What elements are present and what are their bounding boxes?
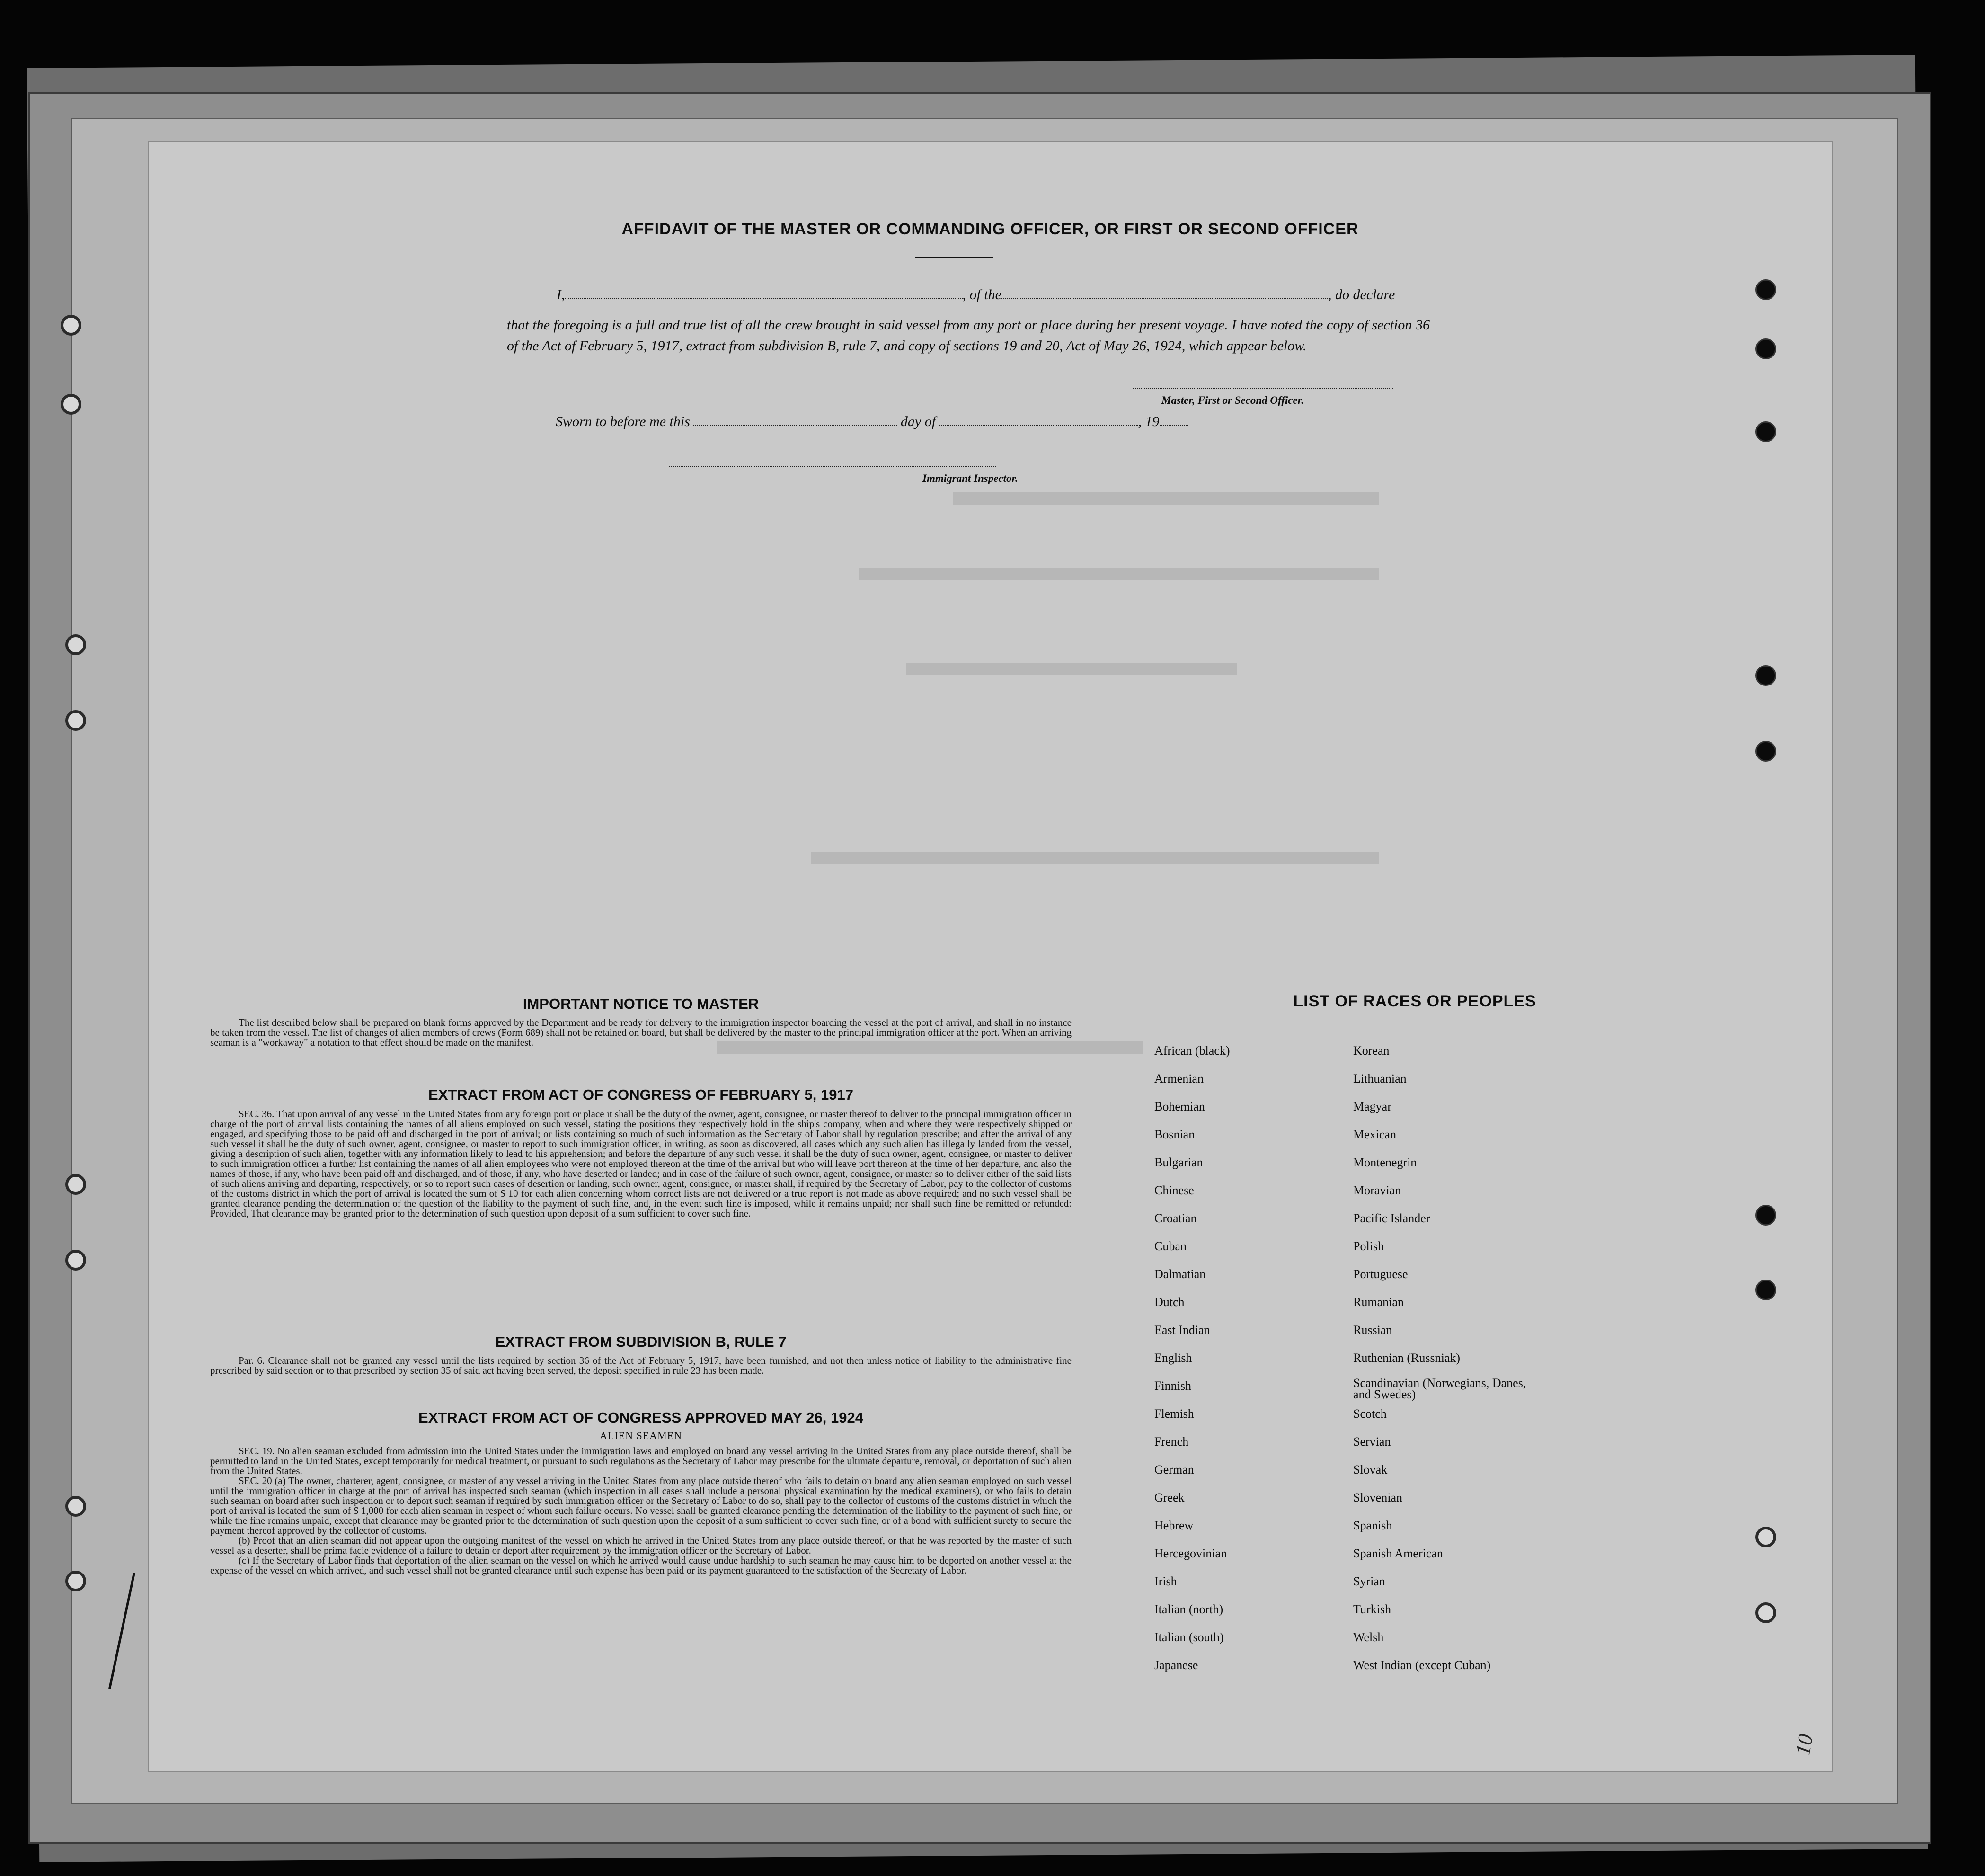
binder-hole-icon: [1755, 279, 1776, 300]
binder-hole-icon: [65, 634, 86, 655]
extract-rule7-text: Par. 6. Clearance shall not be granted any vessel until the lists required by section 36 of the Act of February 5, 1917, have been furnished, and not then unless notice of liability to the administrative fine prescribed by said section or to that prescribed by section 35 of said act having been served, the deposit specified in rule 23 has been made.: [210, 1355, 1072, 1376]
binder-hole-icon: [65, 1250, 86, 1271]
race-item: Chinese: [1154, 1183, 1194, 1197]
extract-1917-text: SEC. 36. That upon arrival of any vessel in the United States from any foreign port or place it shall be the duty of the owner, agent, consignee, or master thereof to deliver to the principal immigration officer in charge of the port of arrival lists containing the names of all aliens employed on such vessel, stating the positions they respectively hold in the ship's company, when and where they were respectively shipped or engaged, and specifying those to be paid off and discharged in the port of arrival; or lists containing so much of such information as the Secretary of Labor shall by regulation prescribe; and after the arrival of any such vessel it shall be the duty of such owner, agent, consignee, or master to report to such immigration officer, in writing, as soon as discovered, all cases which any such alien has illegally landed from the vessel, giving a description of such alien, together with any information likely to lead to his apprehension; and before the departure of any such vessel it shall be the duty of such owner, agent, consignee, or master to deliver to such immigration officer a further list containing the names of all alien employees who were not employed thereon at the time of the arrival but who will leave port thereon at the time of her departure, and also the names of those, if any, who have been paid off and discharged, and of those, if any, who have deserted or landed; and in case of the failure of such owner, agent, consignee, or master so to deliver either of the said lists of such aliens arriving and departing, respectively, or so to report such cases of desertion or landing, such owner, agent, consignee, or master shall, if required by the Secretary of Labor, pay to the collector of customs of the customs district in which the port of arrival is located the sum of $ 10 for each alien concerning whom correct lists are not delivered or a true report is not made as above required; and no such vessel shall be granted clearance pending the determination of the question of the liability to the payment of such fine, and, in the event such fine is imposed, while it remains unpaid; nor shall such fine be remitted or refunded: Provided, That clearance may be granted prior to the determination of such question upon deposit of a sum sufficient to cover such fine.: [210, 1108, 1072, 1219]
master-signature-label: Master, First or Second Officer.: [1161, 394, 1304, 406]
race-item: Cuban: [1154, 1239, 1187, 1253]
corner-handwritten-mark: 10: [1791, 1732, 1817, 1757]
race-item: Syrian: [1353, 1574, 1385, 1588]
race-item: Italian (north): [1154, 1602, 1223, 1616]
extract-1924-text: SEC. 19. No alien seaman excluded from admission into the United States under the immigration laws and employed on board any vessel arriving in the United States from any place outside thereof, shall be permitted to land in the United States, except temporarily for medical treatment, or pursuant to such regulations as the Secretary of Labor may prescribe for the ultimate departure, removal, or deportation of such alien from the United States. SEC. 20 (a) The owner, charterer, agent, consignee, or master of any vessel arriving in the United States from any place outside thereof who fails to detain on board any alien seaman employed on such vessel until the immigration officer in charge at the port of arrival has inspected such seaman (which inspection in all cases shall include a personal physical examination by the medical examiners), or who fails to detain such seaman on board after such inspection or to deport such seaman if required by such immigration officer or the Secretary of Labor to do so, shall pay to the collector of customs of the customs district in which the port of arrival is located the sum of $ 1,000 for each alien seaman in respect of whom such failure occurs. No vessel shall be granted clearance pending the determination of the liability to the payment of such fine, or while the fine remains unpaid, except that clearance may be granted prior to the determination of such question upon the deposit of a sum sufficient to cover such fine, or of a bond with sufficient surety to secure the payment thereof approved by the collector of customs. (b) Proof that an alien seaman did not appear upon the outgoing manifest of the vessel on which he arrived in the United States from any place outside thereof, or that he was reported by the master of such vessel as a deserter, shall be prima facie evidence of a failure to detain or deport after requirement by the immigration officer or the Secretary of Labor. (c) If the Secretary of Labor finds that deportation of the alien seaman on the vessel on which he arrived would cause undue hardship to such seaman he may cause him to be deported on another vessel at the expense of the vessel on which arrived, and such vessel shall not be granted clearance until such expense has been paid or its payment guaranteed to the satisfaction of the Secretary of Labor.: [210, 1445, 1072, 1576]
binder-hole-icon: [1755, 338, 1776, 359]
race-item: Ruthenian (Russniak): [1353, 1351, 1461, 1365]
race-item: Turkish: [1353, 1602, 1391, 1616]
race-item: Russian: [1353, 1323, 1392, 1337]
race-item: Spanish: [1353, 1519, 1392, 1532]
sworn-day-blank[interactable]: [693, 415, 897, 426]
binder-hole-icon: [1755, 1205, 1776, 1226]
binder-hole-icon: [1755, 1527, 1776, 1547]
race-item: Bosnian: [1154, 1128, 1195, 1141]
race-item: Italian (south): [1154, 1630, 1224, 1644]
binder-hole-icon: [1755, 421, 1776, 442]
race-item: Irish: [1154, 1574, 1177, 1588]
binder-hole-icon: [1755, 1602, 1776, 1623]
race-item: Slovak: [1353, 1463, 1388, 1476]
race-item: Scotch: [1353, 1407, 1387, 1421]
extract-1924-title: EXTRACT FROM ACT OF CONGRESS APPROVED MAY 26, 1924: [418, 1409, 863, 1426]
affidavit-declaration-line: I, , of the , do declare: [557, 287, 1395, 302]
races-title: LIST OF RACES OR PEOPLES: [1293, 992, 1536, 1010]
race-item: Finnish: [1154, 1379, 1192, 1393]
race-item: Dutch: [1154, 1295, 1185, 1309]
notice-title: IMPORTANT NOTICE TO MASTER: [523, 996, 759, 1012]
race-item: Scandinavian (Norwegians, Danes, and Swedes): [1353, 1376, 1526, 1401]
race-item: Slovenian: [1353, 1491, 1402, 1504]
binder-hole-icon: [1755, 665, 1776, 686]
race-item: Magyar: [1353, 1100, 1391, 1113]
race-item: Mexican: [1353, 1128, 1396, 1141]
binder-hole-icon: [1755, 741, 1776, 762]
sworn-year-blank[interactable]: [1160, 415, 1188, 426]
sworn-month-blank[interactable]: [939, 415, 1138, 426]
race-item: Lithuanian: [1353, 1072, 1407, 1085]
race-item: Pacific Islander: [1353, 1211, 1430, 1225]
race-item: Rumanian: [1353, 1295, 1404, 1309]
race-item: Portuguese: [1353, 1267, 1408, 1281]
binder-hole-icon: [65, 1174, 86, 1195]
race-item: German: [1154, 1463, 1194, 1476]
race-item: English: [1154, 1351, 1192, 1365]
race-item: Montenegrin: [1353, 1156, 1417, 1169]
race-item: Moravian: [1353, 1183, 1401, 1197]
race-item: Croatian: [1154, 1211, 1197, 1225]
race-item: Welsh: [1353, 1630, 1384, 1644]
race-item: Servian: [1353, 1435, 1391, 1449]
sworn-line: Sworn to before me this day of , 19: [556, 414, 1188, 430]
master-signature-line[interactable]: [1133, 388, 1393, 389]
binder-hole-icon: [65, 710, 86, 731]
title-underline: [915, 257, 993, 258]
race-item: French: [1154, 1435, 1189, 1449]
vessel-blank[interactable]: [1001, 288, 1328, 299]
extract-1924-subtitle: ALIEN SEAMEN: [600, 1430, 682, 1441]
binder-hole-icon: [61, 394, 81, 415]
binder-hole-icon: [1755, 1280, 1776, 1300]
form-page: [148, 141, 1833, 1772]
binder-hole-icon: [61, 315, 81, 336]
race-item: Greek: [1154, 1491, 1185, 1504]
notice-text: The list described below shall be prepared on blank forms approved by the Department and be ready for delivery to the immigration inspector boarding the vessel at the port of arrival, and shall in no instance be taken from the vessel. The list of changes of alien members of crews (Form 689) shall not be retained on board, but shall be delivered by the master to the principal immigration officer at the port. When an arriving seaman is a "workaway" a notation to that effect should be made on the manifest.: [210, 1017, 1072, 1048]
race-item: Polish: [1353, 1239, 1384, 1253]
affidavit-body: that the foregoing is a full and true list of all the crew brought in said vessel from any port or place during her present voyage. I have noted the copy of section 36 of the Act of February 5, 1917, extract from subdivision B, rule 7, and copy of sections 19 and 20, Act of May 26, 1924, which appear below.: [507, 317, 1430, 354]
extract-rule7-title: EXTRACT FROM SUBDIVISION B, RULE 7: [495, 1334, 787, 1350]
race-item: West Indian (except Cuban): [1353, 1658, 1491, 1672]
race-item: Japanese: [1154, 1658, 1198, 1672]
inspector-signature-label: Immigrant Inspector.: [922, 472, 1018, 484]
affidavit-title: AFFIDAVIT OF THE MASTER OR COMMANDING OFFICER, OR FIRST OR SECOND OFFICER: [621, 220, 1359, 238]
inspector-signature-line[interactable]: [669, 466, 996, 467]
race-item: Korean: [1353, 1044, 1390, 1058]
race-item: East Indian: [1154, 1323, 1210, 1337]
name-blank[interactable]: [565, 288, 963, 299]
binder-hole-icon: [65, 1571, 86, 1591]
race-item: African (black): [1154, 1044, 1230, 1058]
race-item: Hebrew: [1154, 1519, 1194, 1532]
race-item: Bulgarian: [1154, 1156, 1203, 1169]
race-item: Hercegovinian: [1154, 1547, 1227, 1560]
extract-1917-title: EXTRACT FROM ACT OF CONGRESS OF FEBRUARY 5, 1917: [428, 1086, 853, 1103]
binder-hole-icon: [65, 1496, 86, 1517]
race-item: Dalmatian: [1154, 1267, 1206, 1281]
race-item: Spanish American: [1353, 1547, 1443, 1560]
race-item: Armenian: [1154, 1072, 1204, 1085]
race-item: Flemish: [1154, 1407, 1194, 1421]
race-item: Bohemian: [1154, 1100, 1205, 1113]
